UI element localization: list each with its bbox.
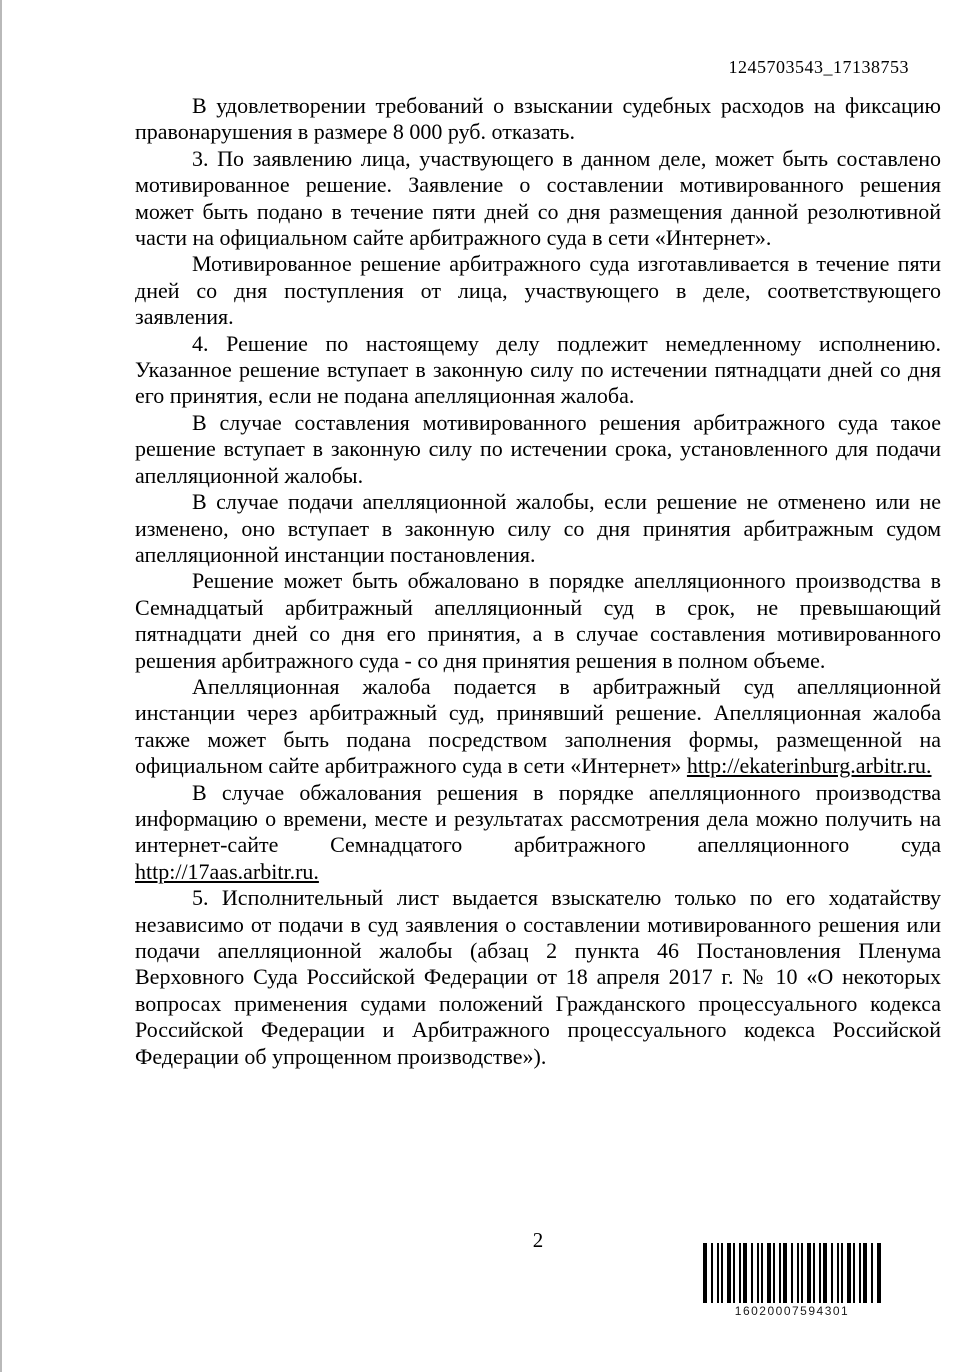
barcode xyxy=(703,1243,881,1318)
paragraph-2: 3. По заявлению лица, участвующего в данном деле, может быть составлено мотивированное решение. Заявление о составлении мотивированного решения может быть подано в течение пяти дней со дня размещения данной резолютивной части на официальном сайте арбитражного суда в сети «Интернет». xyxy=(135,145,941,251)
paragraph-6: В случае подачи апелляционной жалобы, если решение не отменено или не изменено, оно вступает в законную силу со дня принятия арбитражным судом апелляционной инстанции постановления. xyxy=(135,489,941,567)
barcode-bars-icon xyxy=(703,1243,881,1303)
paragraph-1: В удовлетворении требований о взыскании судебных расходов на фиксацию правонарушения в размере 8 000 руб. отказать. xyxy=(135,93,941,145)
document-id: 1245703543_17138753 xyxy=(728,57,909,77)
17aas-arbitr-url[interactable]: http://17aas.arbitr.ru. xyxy=(135,858,319,884)
paragraph-10: 5. Исполнительный лист выдается взыскателю только по его ходатайству независимо от подачи в суд заявления о составлении мотивированного решения или подачи апелляционной жалобы (абзац 2 пункта 46 Постановления Пленума Верховного Суда Российской Федерации от 18 апреля 2017 г. № 10 «О некоторых вопросах применения судами положений Гражданского процессуального кодекса Российской Федерации и Арбитражного процессуального кодекса Российской Федерации об упрощенном производстве»). xyxy=(135,885,941,1069)
document-body xyxy=(135,93,941,1070)
page-number: 2 xyxy=(532,1228,544,1252)
paragraph-7: Решение может быть обжаловано в порядке апелляционного производства в Семнадцатый арбитражный апелляционный суд в срок, не превышающий пятнадцати дней со дня его принятия, а в случае составления мотивированного решения арбитражного суда - со дня принятия решения в полном объеме. xyxy=(135,568,941,673)
paragraph-9: В случае обжалования решения в порядке апелляционного производства информацию о времени, месте и результатах рассмотрения дела можно получить на интернет-сайте Семнадцатого арбитражного апелляционного суда http://17aas.arbitr.ru. xyxy=(135,779,941,884)
paragraph-3: Мотивированное решение арбитражного суда изготавливается в течение пяти дней со дня поступления от лица, участвующего в деле, соответствующего заявления. xyxy=(135,251,941,330)
scan-edge-line xyxy=(0,0,2,1372)
ekaterinburg-arbitr-url[interactable]: http://ekaterinburg.arbitr.ru. xyxy=(686,753,932,779)
paragraph-4: 4. Решение по настоящему делу подлежит немедленному исполнению. Указанное решение вступает в законную силу по истечении пятнадцати дней со дня его принятия, если не подана апелляционная жалоба. xyxy=(135,330,941,409)
barcode-number: 16020007594301 xyxy=(734,1304,850,1318)
paragraph-8: Апелляционная жалоба подается в арбитражный суд апелляционной инстанции через арбитражный суд, принявший решение. Апелляционная жалоба также может быть подана посредством заполнения формы, размещенной на официальном сайте арбитражного суда в сети «Интернет» http://ekaterinburg.arbitr.ru. xyxy=(135,673,941,779)
paragraph-5: В случае составления мотивированного решения арбитражного суда такое решение вступает в законную силу по истечении срока, установленного для подачи апелляционной жалобы. xyxy=(135,409,941,488)
